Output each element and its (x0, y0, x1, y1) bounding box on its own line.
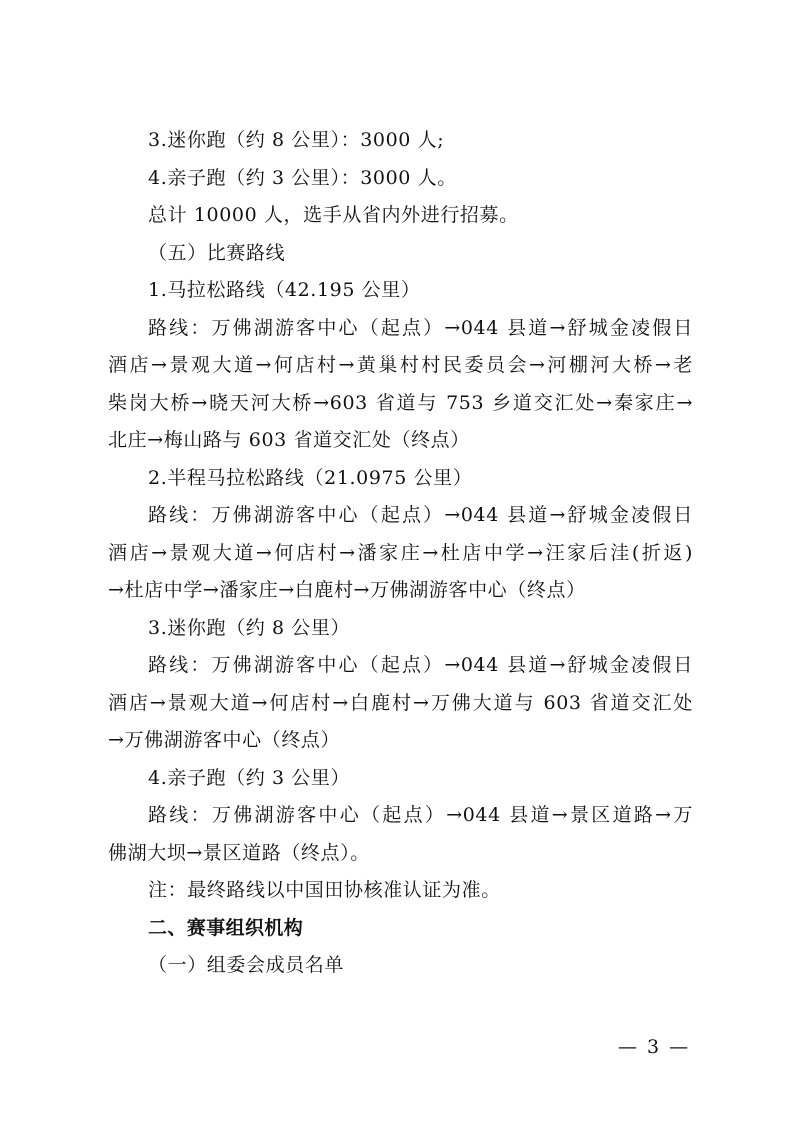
marathon-route-line-1: 路线：万佛湖游客中心（起点）→044 县道→舒城金凌假日 (148, 316, 693, 339)
subheading-mini-run-route: 3.迷你跑（约 8 公里） (148, 616, 351, 639)
subheading-half-marathon-route: 2.半程马拉松路线（21.0975 公里） (148, 466, 473, 489)
section-heading-race-routes: （五）比赛路线 (148, 241, 286, 264)
marathon-route-line-2: 酒店→景观大道→何店村→黄巢村村民委员会→河棚河大桥→老 (108, 354, 693, 376)
family-run-route-line-1: 路线：万佛湖游客中心（起点）→044 县道→景区道路→万 (148, 804, 693, 826)
mini-run-route-line-2: 酒店→景观大道→何店村→白鹿村→万佛大道与 603 省道交汇处 (108, 691, 693, 714)
text-line-total-count: 总计 10000 人，选手从省内外进行招募。 (148, 204, 519, 226)
family-run-route-line-2: 佛湖大坝→景区道路（终点）。 (108, 841, 370, 864)
mini-run-route-line-3: →万佛湖游客中心（终点） (108, 729, 341, 751)
section-heading-organization: 二、赛事组织机构 (148, 916, 304, 939)
marathon-route-line-4: 北庄→梅山路与 603 省道交汇处（终点） (108, 429, 470, 451)
text-line-family-run-count: 4.亲子跑（约 3 公里）：3000 人。 (148, 166, 457, 189)
half-marathon-route-line-2: 酒店→景观大道→何店村→潘家庄→杜店中学→汪家后洼(折返) (108, 541, 693, 564)
subheading-committee-members: （一）组委会成员名单 (148, 954, 345, 976)
subheading-family-run-route: 4.亲子跑（约 3 公里） (148, 766, 351, 789)
half-marathon-route-line-1: 路线：万佛湖游客中心（起点）→044 县道→舒城金凌假日 (148, 504, 693, 526)
document-body (108, 122, 693, 985)
text-line-mini-run-count: 3.迷你跑（约 8 公里）：3000 人; (148, 129, 445, 151)
page-number: — 3 — (618, 1036, 691, 1058)
half-marathon-route-line-3: →杜店中学→潘家庄→白鹿村→万佛湖游客中心（终点） (108, 579, 586, 601)
route-note: 注：最终路线以中国田协核准认证为准。 (148, 879, 501, 901)
subheading-marathon-route: 1.马拉松路线（42.195 公里） (148, 279, 421, 301)
mini-run-route-line-1: 路线：万佛湖游客中心（起点）→044 县道→舒城金凌假日 (148, 654, 693, 676)
marathon-route-line-3: 柴岗大桥→晓天河大桥→603 省道与 753 乡道交汇处→秦家庄→ (108, 391, 693, 414)
